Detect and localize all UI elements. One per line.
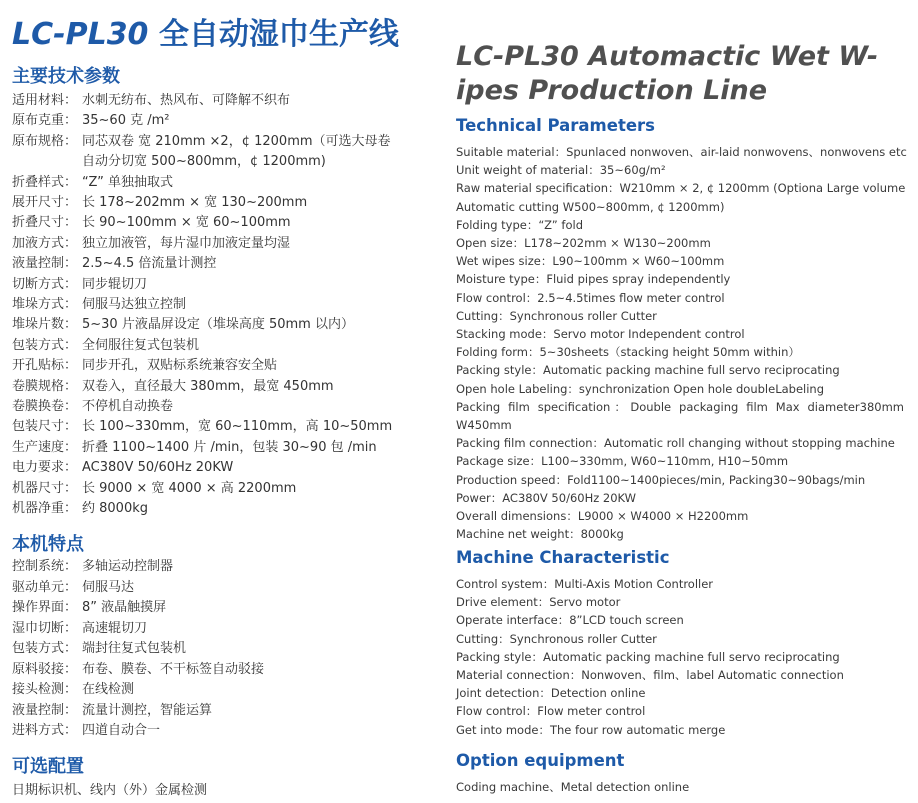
cn-feat-label: 接头检测： — [12, 682, 78, 697]
en-feat-row: Cutting：Synchronous roller Cutter — [456, 631, 657, 646]
cn-tech-label: 机器尺寸： — [12, 480, 78, 496]
cn-tech-row — [12, 254, 216, 274]
cn-tech-row — [12, 458, 233, 478]
cn-tech-value: 长 100~330mm，宽 60~110mm，高 10~50mm — [82, 419, 393, 435]
cn-tech-value: AC380V 50/60Hz 20KW — [82, 460, 234, 476]
en-options-text: Coding machine、Metal detection online — [456, 780, 690, 794]
cn-feat-row — [12, 721, 160, 741]
cn-feat-value: 在线检测 — [82, 682, 135, 697]
cn-options-header: 可选配置 — [12, 756, 84, 777]
en-tech-row: Moisture type：Fluid pipes spray independently — [456, 272, 731, 287]
cn-feat-value: 8” 液晶触摸屏 — [82, 600, 167, 615]
en-tech-row: Cutting：Synchronous roller Cutter — [456, 308, 657, 323]
cn-tech-label: 堆垛片数： — [12, 317, 78, 333]
cn-tech-label: 包装尺寸： — [12, 419, 78, 435]
cn-feat-row — [12, 639, 186, 659]
en-tech-row: Production speed：Fold1100~1400pieces/min, Packing30~90bags/min — [456, 472, 866, 487]
en-feat-row: Joint detection：Detection online — [456, 686, 646, 701]
en-tech-row: Overall dimensions：L9000 × W4000 × H2200mm — [456, 509, 749, 523]
cn-tech-label: 生产速度： — [12, 439, 78, 455]
en-tech-row: Packing style：Automatic packing machine full servo reciprocating — [456, 363, 840, 378]
cn-feat-label: 控制系统： — [12, 559, 78, 574]
cn-tech-header: 主要技术参数 — [12, 66, 120, 87]
cn-tech-label: 原布克重： — [12, 113, 78, 129]
cn-model: LC-PL30 — [12, 17, 149, 52]
en-tech-row: Automatic cutting W500~800mm, ¢ 1200mm) — [456, 199, 725, 214]
cn-tech-value: 自动分切宽 500~800mm，¢ 1200mm) — [82, 154, 326, 170]
en-feat-row: Packing style：Automatic packing machine full servo reciprocating — [456, 649, 840, 664]
en-tech-row: Open size：L178~202mm × W130~200mm — [456, 236, 711, 250]
cn-tech-label: 展开尺寸： — [12, 195, 78, 210]
cn-tech-value: 长 90~100mm × 宽 60~100mm — [82, 215, 291, 231]
cn-tech-label: 卷膜规格： — [12, 378, 78, 394]
cn-feat-row — [12, 557, 173, 577]
cn-tech-value: 不停机自动换卷 — [82, 399, 174, 414]
cn-feat-value: 布卷、膜卷、不干标签自动驳接 — [82, 661, 265, 677]
cn-feat-row — [12, 578, 134, 598]
en-tech-row: Unit weight of material：35~60g/m² — [456, 163, 666, 178]
cn-tech-value: 伺服马达独立控制 — [82, 297, 187, 312]
cn-tech-label: 液量控制： — [12, 256, 78, 272]
cn-feat-value: 多轴运动控制器 — [82, 559, 174, 574]
cn-feat-value: 端封往复式包装机 — [82, 641, 187, 656]
cn-tech-value: 全伺服往复式包装机 — [82, 337, 200, 353]
cn-tech-value: 同芯双卷 宽 210mm ×2，¢ 1200mm（可选大母卷 — [82, 133, 391, 149]
cn-feat-label: 包装方式： — [12, 641, 78, 656]
en-tech-row: Flow control：2.5~4.5times flow meter control — [456, 290, 725, 305]
cn-tech-row — [12, 397, 173, 417]
en-feat-row: Get into mode：The four row automatic merge — [456, 722, 726, 737]
cn-tech-row — [12, 377, 334, 397]
cn-tech-row — [12, 91, 290, 111]
cn-tech-row — [12, 111, 170, 131]
en-feat-row: Control system：Multi-Axis Motion Controller — [456, 577, 714, 591]
cn-tech-value: 长 178~202mm × 宽 130~200mm — [82, 195, 308, 210]
en-tech-row: Raw material specification：W210mm × 2, ¢ 1200mm (Optiona Large volume — [456, 181, 906, 196]
cn-tech-value: 双卷入，直径最大 380mm，最宽 450mm — [82, 378, 334, 394]
cn-tech-label: 卷膜换卷： — [12, 399, 78, 414]
cn-tech-label: 加液方式： — [12, 235, 78, 251]
en-feat-row: Material connection：Nonwoven、film、label Automatic connection — [456, 668, 844, 682]
cn-tech-value: 独立加液管，每片湿巾加液定量均湿 — [82, 235, 291, 251]
en-feat-row: Drive element：Servo motor — [456, 595, 621, 610]
en-tech-row: Open hole Labeling：synchronization Open hole doubleLabeling — [456, 381, 825, 396]
cn-tech-value: 同步开孔，双贴标系统兼容安全贴 — [82, 358, 278, 374]
cn-tech-value: 长 9000 × 宽 4000 × 高 2200mm — [82, 480, 297, 496]
en-tech-row: Package size：L100~330mm, W60~110mm, H10~50mm — [456, 454, 789, 469]
cn-tech-value: 5~30 片液晶屏设定（堆垛高度 50mm 以内） — [82, 317, 354, 333]
cn-tech-row — [12, 193, 307, 213]
cn-tech-value: 35~60 克 /m² — [82, 113, 170, 129]
cn-tech-row — [82, 152, 326, 172]
cn-feat-label: 液量控制： — [12, 702, 78, 718]
cn-tech-row — [12, 356, 277, 376]
cn-feat-row — [12, 598, 166, 618]
en-page-title: LC-PL30 Automactic Wet W-ipes Production Line — [456, 41, 879, 106]
cn-tech-row — [12, 417, 392, 437]
cn-tech-label: 堆垛方式： — [12, 297, 78, 312]
cn-tech-value: 同步辊切刀 — [82, 276, 148, 292]
cn-tech-label: 机器净重： — [12, 501, 78, 516]
cn-feat-value: 流量计测控，智能运算 — [82, 702, 213, 718]
cn-tech-label: 适用材料： — [12, 93, 78, 108]
en-feat-row: Operate interface：8”LCD touch screen — [456, 613, 684, 628]
cn-feat-row — [12, 680, 134, 700]
en-tech-header: Technical Parameters — [456, 116, 655, 135]
cn-feat-value: 高速辊切刀 — [82, 620, 148, 636]
cn-feat-label: 操作界面： — [12, 600, 78, 615]
cn-tech-label: 原布规格： — [12, 133, 78, 149]
en-options-header: Option equipment — [456, 751, 625, 770]
en-tech-row: Stacking mode：Servo motor Independent control — [456, 327, 745, 341]
cn-tech-row — [12, 275, 147, 295]
cn-tech-label: 折叠样式： — [12, 174, 78, 190]
cn-feat-value: 四道自动合一 — [82, 723, 161, 738]
cn-feat-value: 伺服马达 — [82, 579, 135, 595]
cn-tech-label: 包装方式： — [12, 337, 78, 353]
en-tech-row: Folding form：5~30sheets（stacking height 50mm within） — [456, 345, 800, 360]
cn-tech-value: “Z” 单独抽取式 — [82, 174, 174, 190]
cn-tech-value: 约 8000kg — [82, 501, 148, 516]
cn-features-header: 本机特点 — [12, 534, 84, 555]
cn-tech-label: 折叠尺寸： — [12, 215, 78, 231]
cn-feat-row — [12, 701, 212, 721]
cn-tech-row — [12, 479, 296, 499]
en-features-header: Machine Characteristic — [456, 548, 670, 567]
cn-tech-row — [12, 132, 391, 152]
cn-product-name: 全自动湿巾生产线 — [148, 17, 399, 52]
en-tech-row: Suitable material：Spunlaced nonwoven、air-laid nonwovens、nonwovens etc — [456, 145, 907, 159]
cn-feat-label: 湿巾切断： — [12, 620, 78, 636]
cn-tech-label: 切断方式： — [12, 276, 78, 292]
en-tech-row: Machine net weight：8000kg — [456, 527, 624, 542]
en-tech-row: Power：AC380V 50/60Hz 20KW — [456, 490, 637, 505]
cn-tech-row — [12, 173, 173, 193]
en-tech-row: Packing film connection：Automatic roll changing without stopping machine — [456, 436, 895, 451]
cn-feat-row — [12, 660, 264, 680]
cn-options-text: 日期标识机、线内（外）金属检测 — [12, 783, 208, 798]
cn-tech-row — [12, 213, 291, 233]
cn-tech-row — [12, 295, 186, 315]
cn-feat-label: 原料驳接： — [12, 661, 78, 677]
cn-feat-row — [12, 619, 147, 639]
cn-feat-label: 驱动单元： — [12, 579, 78, 595]
cn-tech-value: 水刺无纺布、热风布、可降解不织布 — [82, 93, 291, 108]
cn-tech-row — [12, 336, 199, 356]
en-tech-row: Packing film specification：Double packaging film Max diameter380mm — [456, 399, 904, 414]
cn-tech-row — [12, 315, 354, 335]
cn-tech-label: 电力要求： — [12, 460, 78, 476]
en-tech-row: Folding type：“Z” fold — [456, 217, 583, 232]
cn-tech-value: 2.5~4.5 倍流量计测控 — [82, 256, 217, 272]
cn-tech-value: 折叠 1100~1400 片 /min，包装 30~90 包 /min — [82, 439, 377, 455]
en-feat-row: Flow control：Flow meter control — [456, 704, 646, 719]
cn-page-title — [12, 9, 399, 53]
en-tech-row: W450mm — [456, 418, 512, 432]
cn-tech-label: 开孔贴标： — [12, 358, 78, 374]
cn-tech-row — [12, 234, 290, 254]
cn-feat-label: 进料方式： — [12, 723, 78, 738]
cn-tech-row — [12, 499, 148, 519]
en-tech-row: Wet wipes size：L90~100mm × W60~100mm — [456, 254, 725, 269]
cn-tech-row — [12, 438, 377, 458]
